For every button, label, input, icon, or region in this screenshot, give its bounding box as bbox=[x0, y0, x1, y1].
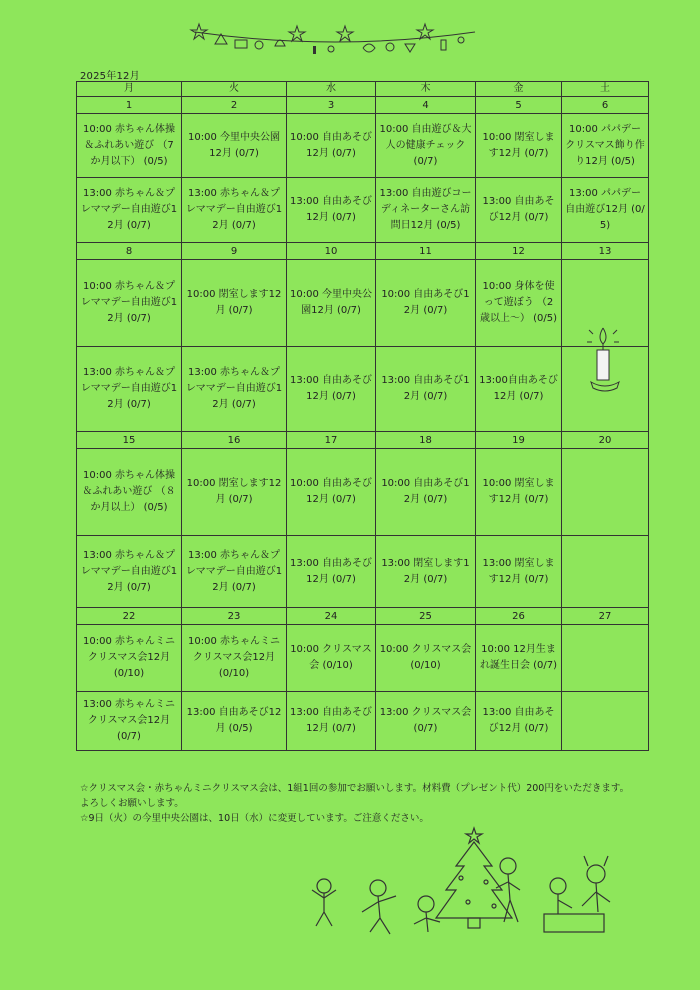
date-row bbox=[77, 97, 649, 114]
pm-session-row bbox=[77, 692, 649, 751]
date-row bbox=[77, 432, 649, 449]
note-line: ☆クリスマス会・赤ちゃんミニクリスマス会は、1組1回の参加でお願いします。材料費（プレゼント代）200円をいただきます。 bbox=[80, 783, 630, 794]
pm-session-row bbox=[77, 347, 649, 432]
date-cell: 10 bbox=[287, 243, 376, 260]
date-cell: 23 bbox=[182, 608, 287, 625]
pm-session-cell[interactable]: 13:00 赤ちゃん＆プレママデー自由遊び12月 (0/7) bbox=[77, 347, 182, 432]
pm-session-cell[interactable]: 13:00 自由あそび12月 (0/7) bbox=[287, 692, 376, 751]
date-cell: 27 bbox=[562, 608, 649, 625]
pm-session-row bbox=[77, 536, 649, 608]
pm-session-cell[interactable]: 13:00 自由あそび12月 (0/7) bbox=[287, 178, 376, 243]
pm-session-cell[interactable]: 13:00自由あそび12月 (0/7) bbox=[476, 347, 562, 432]
date-cell: 24 bbox=[287, 608, 376, 625]
weekday-header-row bbox=[77, 82, 649, 97]
am-session-row bbox=[77, 449, 649, 536]
date-cell: 13 bbox=[562, 243, 649, 260]
date-cell: 11 bbox=[376, 243, 476, 260]
date-cell: 20 bbox=[562, 432, 649, 449]
weekday-header: 金 bbox=[476, 82, 562, 97]
date-cell: 18 bbox=[376, 432, 476, 449]
am-session-cell[interactable]: 10:00 赤ちゃんミニクリスマス会12月 (0/10) bbox=[77, 625, 182, 692]
date-cell: 9 bbox=[182, 243, 287, 260]
am-session-row bbox=[77, 114, 649, 178]
am-session-row bbox=[77, 260, 649, 347]
am-session-cell[interactable]: 10:00 今里中央公園12月 (0/7) bbox=[182, 114, 287, 178]
am-session-cell[interactable]: 10:00 自由あそび12月 (0/7) bbox=[376, 260, 476, 347]
date-cell: 1 bbox=[77, 97, 182, 114]
am-session-row bbox=[77, 625, 649, 692]
pm-session-cell[interactable]: 13:00 赤ちゃん＆プレママデー自由遊び12月 (0/7) bbox=[77, 536, 182, 608]
pm-session-cell[interactable]: 13:00 赤ちゃん＆プレママデー自由遊び12月 (0/7) bbox=[182, 347, 287, 432]
am-session-cell[interactable]: 10:00 閉室します12月 (0/7) bbox=[182, 260, 287, 347]
pm-session-row bbox=[77, 178, 649, 243]
am-session-cell[interactable]: 10:00 赤ちゃん＆プレママデー自由遊び12月 (0/7) bbox=[77, 260, 182, 347]
date-cell: 16 bbox=[182, 432, 287, 449]
pm-session-cell[interactable]: 13:00 自由あそび12月 (0/7) bbox=[376, 347, 476, 432]
note-line: よろしくお願いします。 bbox=[80, 798, 184, 809]
am-session-cell bbox=[562, 625, 649, 692]
am-session-cell bbox=[562, 449, 649, 536]
am-session-cell[interactable]: 10:00 自由あそび12月 (0/7) bbox=[376, 449, 476, 536]
am-session-cell[interactable]: 10:00 身体を使って遊ぼう （2歳以上～） (0/5) bbox=[476, 260, 562, 347]
am-session-cell[interactable]: 10:00 クリスマス会 (0/10) bbox=[287, 625, 376, 692]
date-cell: 19 bbox=[476, 432, 562, 449]
date-cell: 22 bbox=[77, 608, 182, 625]
weekday-header: 火 bbox=[182, 82, 287, 97]
date-cell: 25 bbox=[376, 608, 476, 625]
am-session-cell[interactable]: 10:00 パパデークリスマス飾り作り12月 (0/5) bbox=[562, 114, 649, 178]
am-session-cell[interactable]: 10:00 赤ちゃん体操＆ふれあい遊び （7か月以下） (0/5) bbox=[77, 114, 182, 178]
date-cell: 3 bbox=[287, 97, 376, 114]
date-cell: 26 bbox=[476, 608, 562, 625]
am-session-cell[interactable]: 10:00 自由あそび12月 (0/7) bbox=[287, 449, 376, 536]
pm-session-cell[interactable]: 13:00 自由遊びコーディネーターさん訪問日12月 (0/5) bbox=[376, 178, 476, 243]
am-session-cell[interactable]: 10:00 赤ちゃんミニクリスマス会12月 (0/10) bbox=[182, 625, 287, 692]
weekday-header: 木 bbox=[376, 82, 476, 97]
am-session-cell[interactable]: 10:00 閉室します12月 (0/7) bbox=[476, 114, 562, 178]
pm-session-cell[interactable]: 13:00 クリスマス会 (0/7) bbox=[376, 692, 476, 751]
pm-session-cell[interactable]: 13:00 閉室します12月 (0/7) bbox=[376, 536, 476, 608]
am-session-cell[interactable]: 10:00 閉室します12月 (0/7) bbox=[476, 449, 562, 536]
candle-illustration bbox=[585, 320, 625, 395]
am-session-cell[interactable]: 10:00 赤ちゃん体操＆ふれあい遊び （８か月以上） (0/5) bbox=[77, 449, 182, 536]
weekday-header: 水 bbox=[287, 82, 376, 97]
pm-session-cell[interactable]: 13:00 自由あそび12月 (0/5) bbox=[182, 692, 287, 751]
note-line: ☆9日（火）の今里中央公園は、10日（水）に変更しています。ご注意ください。 bbox=[80, 813, 429, 824]
am-session-cell[interactable]: 10:00 閉室します12月 (0/7) bbox=[182, 449, 287, 536]
date-cell: 12 bbox=[476, 243, 562, 260]
pm-session-cell[interactable]: 13:00 自由あそび12月 (0/7) bbox=[287, 347, 376, 432]
pm-session-cell[interactable]: 13:00 赤ちゃん＆プレママデー自由遊び12月 (0/7) bbox=[182, 178, 287, 243]
children-christmas-tree-illustration bbox=[296, 826, 636, 944]
pm-session-cell[interactable]: 13:00 赤ちゃん＆プレママデー自由遊び12月 (0/7) bbox=[182, 536, 287, 608]
am-session-cell[interactable]: 10:00 自由遊び＆大人の健康チェック (0/7) bbox=[376, 114, 476, 178]
pm-session-cell[interactable]: 13:00 赤ちゃんミニクリスマス会12月 (0/7) bbox=[77, 692, 182, 751]
date-cell: 6 bbox=[562, 97, 649, 114]
calendar-body bbox=[77, 82, 649, 751]
date-cell: 17 bbox=[287, 432, 376, 449]
date-row bbox=[77, 608, 649, 625]
date-cell: 4 bbox=[376, 97, 476, 114]
am-session-cell[interactable]: 10:00 自由あそび12月 (0/7) bbox=[287, 114, 376, 178]
date-cell: 8 bbox=[77, 243, 182, 260]
pm-session-cell bbox=[562, 536, 649, 608]
calendar-table bbox=[76, 81, 649, 751]
weekday-header: 土 bbox=[562, 82, 649, 97]
month-label: 2025年12月 bbox=[80, 71, 140, 82]
pm-session-cell[interactable]: 13:00 自由あそび12月 (0/7) bbox=[476, 178, 562, 243]
am-session-cell[interactable]: 10:00 12月生まれ誕生日会 (0/7) bbox=[476, 625, 562, 692]
pm-session-cell bbox=[562, 692, 649, 751]
pm-session-cell[interactable]: 13:00 パパデー自由遊び12月 (0/5) bbox=[562, 178, 649, 243]
christmas-garland-decoration bbox=[185, 18, 485, 60]
pm-session-cell[interactable]: 13:00 自由あそび12月 (0/7) bbox=[287, 536, 376, 608]
notes bbox=[80, 781, 640, 826]
am-session-cell[interactable]: 10:00 クリスマス会 (0/10) bbox=[376, 625, 476, 692]
weekday-header: 月 bbox=[77, 82, 182, 97]
pm-session-cell[interactable]: 13:00 自由あそび12月 (0/7) bbox=[476, 692, 562, 751]
date-cell: 2 bbox=[182, 97, 287, 114]
pm-session-cell[interactable]: 13:00 閉室します12月 (0/7) bbox=[476, 536, 562, 608]
date-cell: 15 bbox=[77, 432, 182, 449]
pm-session-cell[interactable]: 13:00 赤ちゃん＆プレママデー自由遊び12月 (0/7) bbox=[77, 178, 182, 243]
date-cell: 5 bbox=[476, 97, 562, 114]
am-session-cell[interactable]: 10:00 今里中央公園12月 (0/7) bbox=[287, 260, 376, 347]
date-row bbox=[77, 243, 649, 260]
